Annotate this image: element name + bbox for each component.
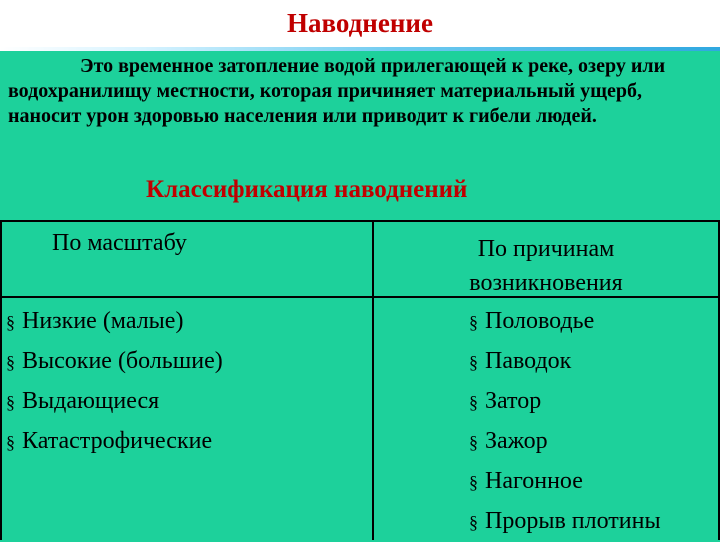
cause-item — [469, 341, 661, 381]
title-underline — [0, 47, 720, 51]
column-header-causes-line1: По причинам — [477, 236, 615, 262]
column-header-scale: По масштабу — [52, 230, 187, 256]
scale-item — [6, 341, 223, 381]
scale-item-label: Низкие (малые) — [22, 308, 184, 334]
scale-item-label: Высокие (большие) — [22, 348, 223, 374]
bullet-marker: § — [469, 392, 478, 412]
bullet-marker: § — [6, 352, 15, 372]
bullet-marker: § — [469, 312, 478, 332]
classification-heading: Классификация наводнений — [146, 176, 468, 203]
cause-item-label: Половодье — [485, 308, 595, 334]
causes-list — [469, 301, 661, 541]
bullet-marker: § — [6, 392, 15, 412]
cause-item — [469, 381, 661, 421]
bullet-marker: § — [469, 472, 478, 492]
scale-item — [6, 421, 223, 461]
scale-item-label: Выдающиеся — [22, 388, 160, 414]
table-top-border — [0, 220, 720, 222]
cause-item — [469, 421, 661, 461]
bullet-marker: § — [6, 432, 15, 452]
cause-item-label: Зажор — [485, 428, 548, 454]
cause-item-label: Нагонное — [485, 468, 583, 494]
definition-text: Это временное затопление водой прилегающей к реке, озеру или водохранилищу местности, которая причиняет материальный ущерб, наносит урон здоровью населения или приводит к гибели людей. — [8, 55, 666, 127]
slide-title: Наводнение — [287, 8, 433, 38]
cause-item-label: Паводок — [485, 348, 572, 374]
cause-item-label: Прорыв плотины — [485, 508, 661, 534]
bullet-marker: § — [469, 432, 478, 452]
cause-item-label: Затор — [485, 388, 542, 414]
cause-item — [469, 301, 661, 341]
cause-item — [469, 461, 661, 501]
cause-item — [469, 501, 661, 541]
table-left-border — [0, 220, 2, 540]
bullet-marker: § — [6, 312, 15, 332]
scale-item — [6, 381, 223, 421]
scale-list — [6, 301, 223, 461]
bullet-marker: § — [469, 352, 478, 372]
column-header-causes-line2: возникновения — [469, 270, 623, 296]
column-header-causes — [374, 232, 718, 300]
scale-item-label: Катастрофические — [22, 428, 213, 454]
bullet-marker: § — [469, 512, 478, 532]
scale-item — [6, 301, 223, 341]
